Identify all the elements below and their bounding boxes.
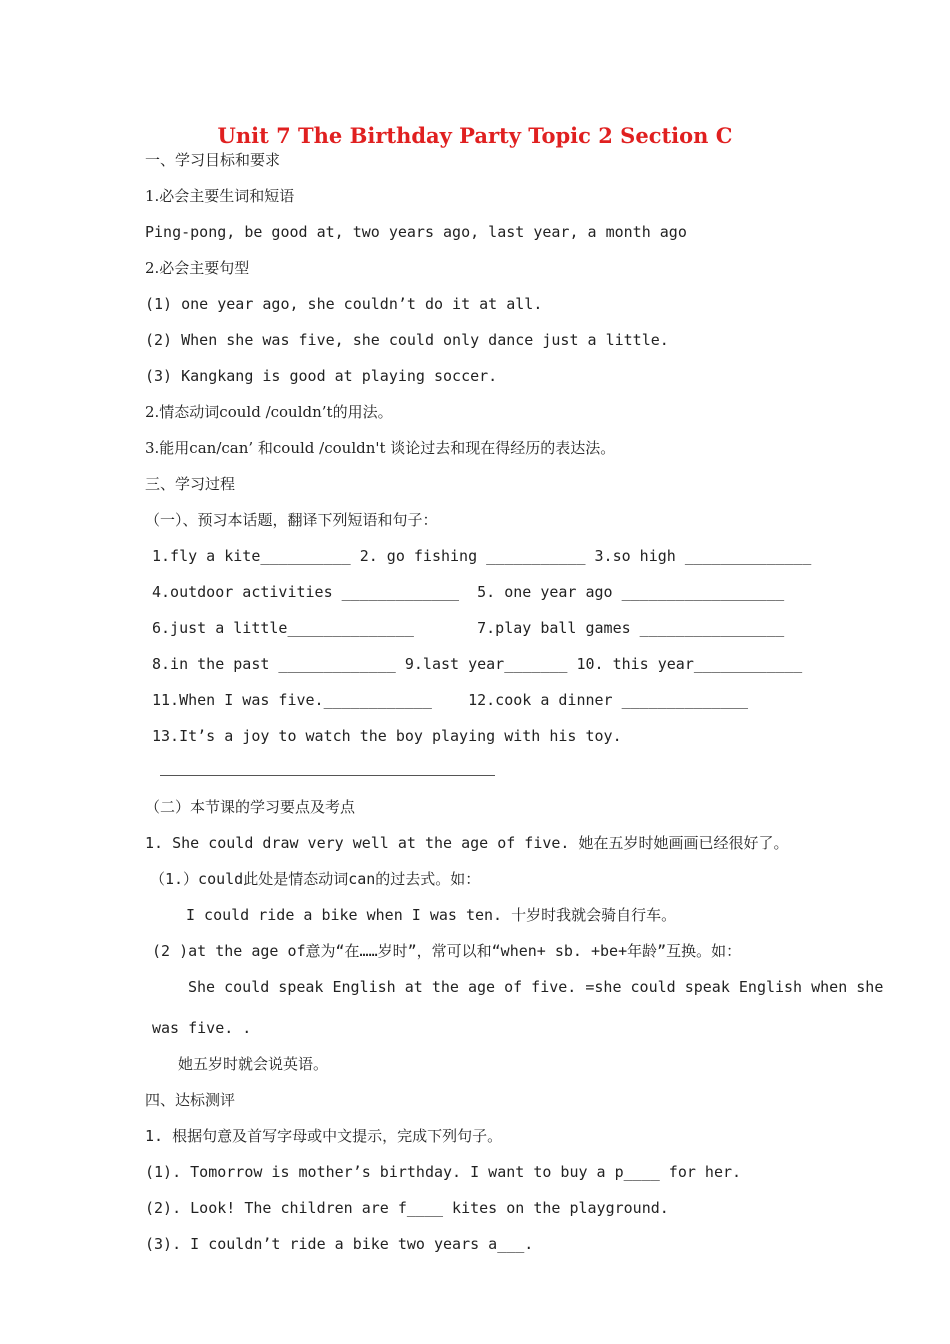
vocabulary-line: Ping-pong, be good at, two years ago, last year, a month ago — [145, 223, 687, 241]
section-heading: 三、学习过程 — [145, 475, 236, 493]
answer-blank-line — [160, 775, 495, 776]
example-line: 她五岁时就会说英语。 — [178, 1055, 329, 1073]
text-line: 3.能用can/can’ 和could /couldn't 谈论过去和现在得经历的表达法。 — [145, 439, 616, 457]
section-heading: 四、达标测评 — [145, 1091, 236, 1109]
exercise-line: 4.outdoor activities _____________ 5. one year ago __________________ — [152, 583, 785, 601]
subheading: 1.必会主要生词和短语 — [145, 187, 295, 205]
subheading: （二）本节课的学习要点及考点 — [145, 798, 356, 816]
exercise-line: 11.When I was five.____________ 12.cook a dinner ______________ — [152, 691, 749, 709]
text-line: (2 )at the age of意为“在……岁时”，常可以和“when+ sb. +be+年龄”互换。如： — [152, 942, 742, 960]
subheading: （一）、预习本话题，翻译下列短语和句子： — [145, 511, 438, 529]
sentence-line: (2) When she was five, she could only dance just a little. — [145, 331, 669, 349]
exercise-line: (1). Tomorrow is mother’s birthday. I want to buy a p____ for her. — [145, 1163, 742, 1181]
example-line: She could speak English at the age of five. =she could speak English when she — [188, 978, 884, 996]
exercise-line: 1.fly a kite__________ 2. go fishing ___________ 3.so high ______________ — [152, 547, 812, 565]
subheading: 2.必会主要句型 — [145, 259, 250, 277]
exercise-line: (2). Look! The children are f____ kites on the playground. — [145, 1199, 669, 1217]
exercise-line: 6.just a little______________ 7.play ball games ________________ — [152, 619, 785, 637]
exercise-line: 8.in the past _____________ 9.last year_______ 10. this year____________ — [152, 655, 803, 673]
text-line: （1.）could此处是情态动词can的过去式。如： — [150, 870, 481, 888]
exercise-line: (3). I couldn’t ride a bike two years a___. — [145, 1235, 534, 1253]
exercise-line: 13.It’s a joy to watch the boy playing with his toy. — [152, 727, 622, 745]
section-heading: 一、学习目标和要求 — [145, 151, 281, 169]
example-line: was five. . — [152, 1019, 252, 1037]
example-line: I could ride a bike when I was ten. 十岁时我就会骑自行车。 — [186, 906, 677, 924]
text-line: 2.情态动词could /couldn’t的用法。 — [145, 403, 393, 421]
sentence-line: (3) Kangkang is good at playing soccer. — [145, 367, 498, 385]
text-line: 1. She could draw very well at the age of five. 她在五岁时她画画已经很好了。 — [145, 834, 789, 852]
sentence-line: (1) one year ago, she couldn’t do it at all. — [145, 295, 543, 313]
text-line: 1. 根据句意及首写字母或中文提示，完成下列句子。 — [145, 1127, 503, 1145]
page-title: Unit 7 The Birthday Party Topic 2 Section C — [217, 123, 733, 148]
